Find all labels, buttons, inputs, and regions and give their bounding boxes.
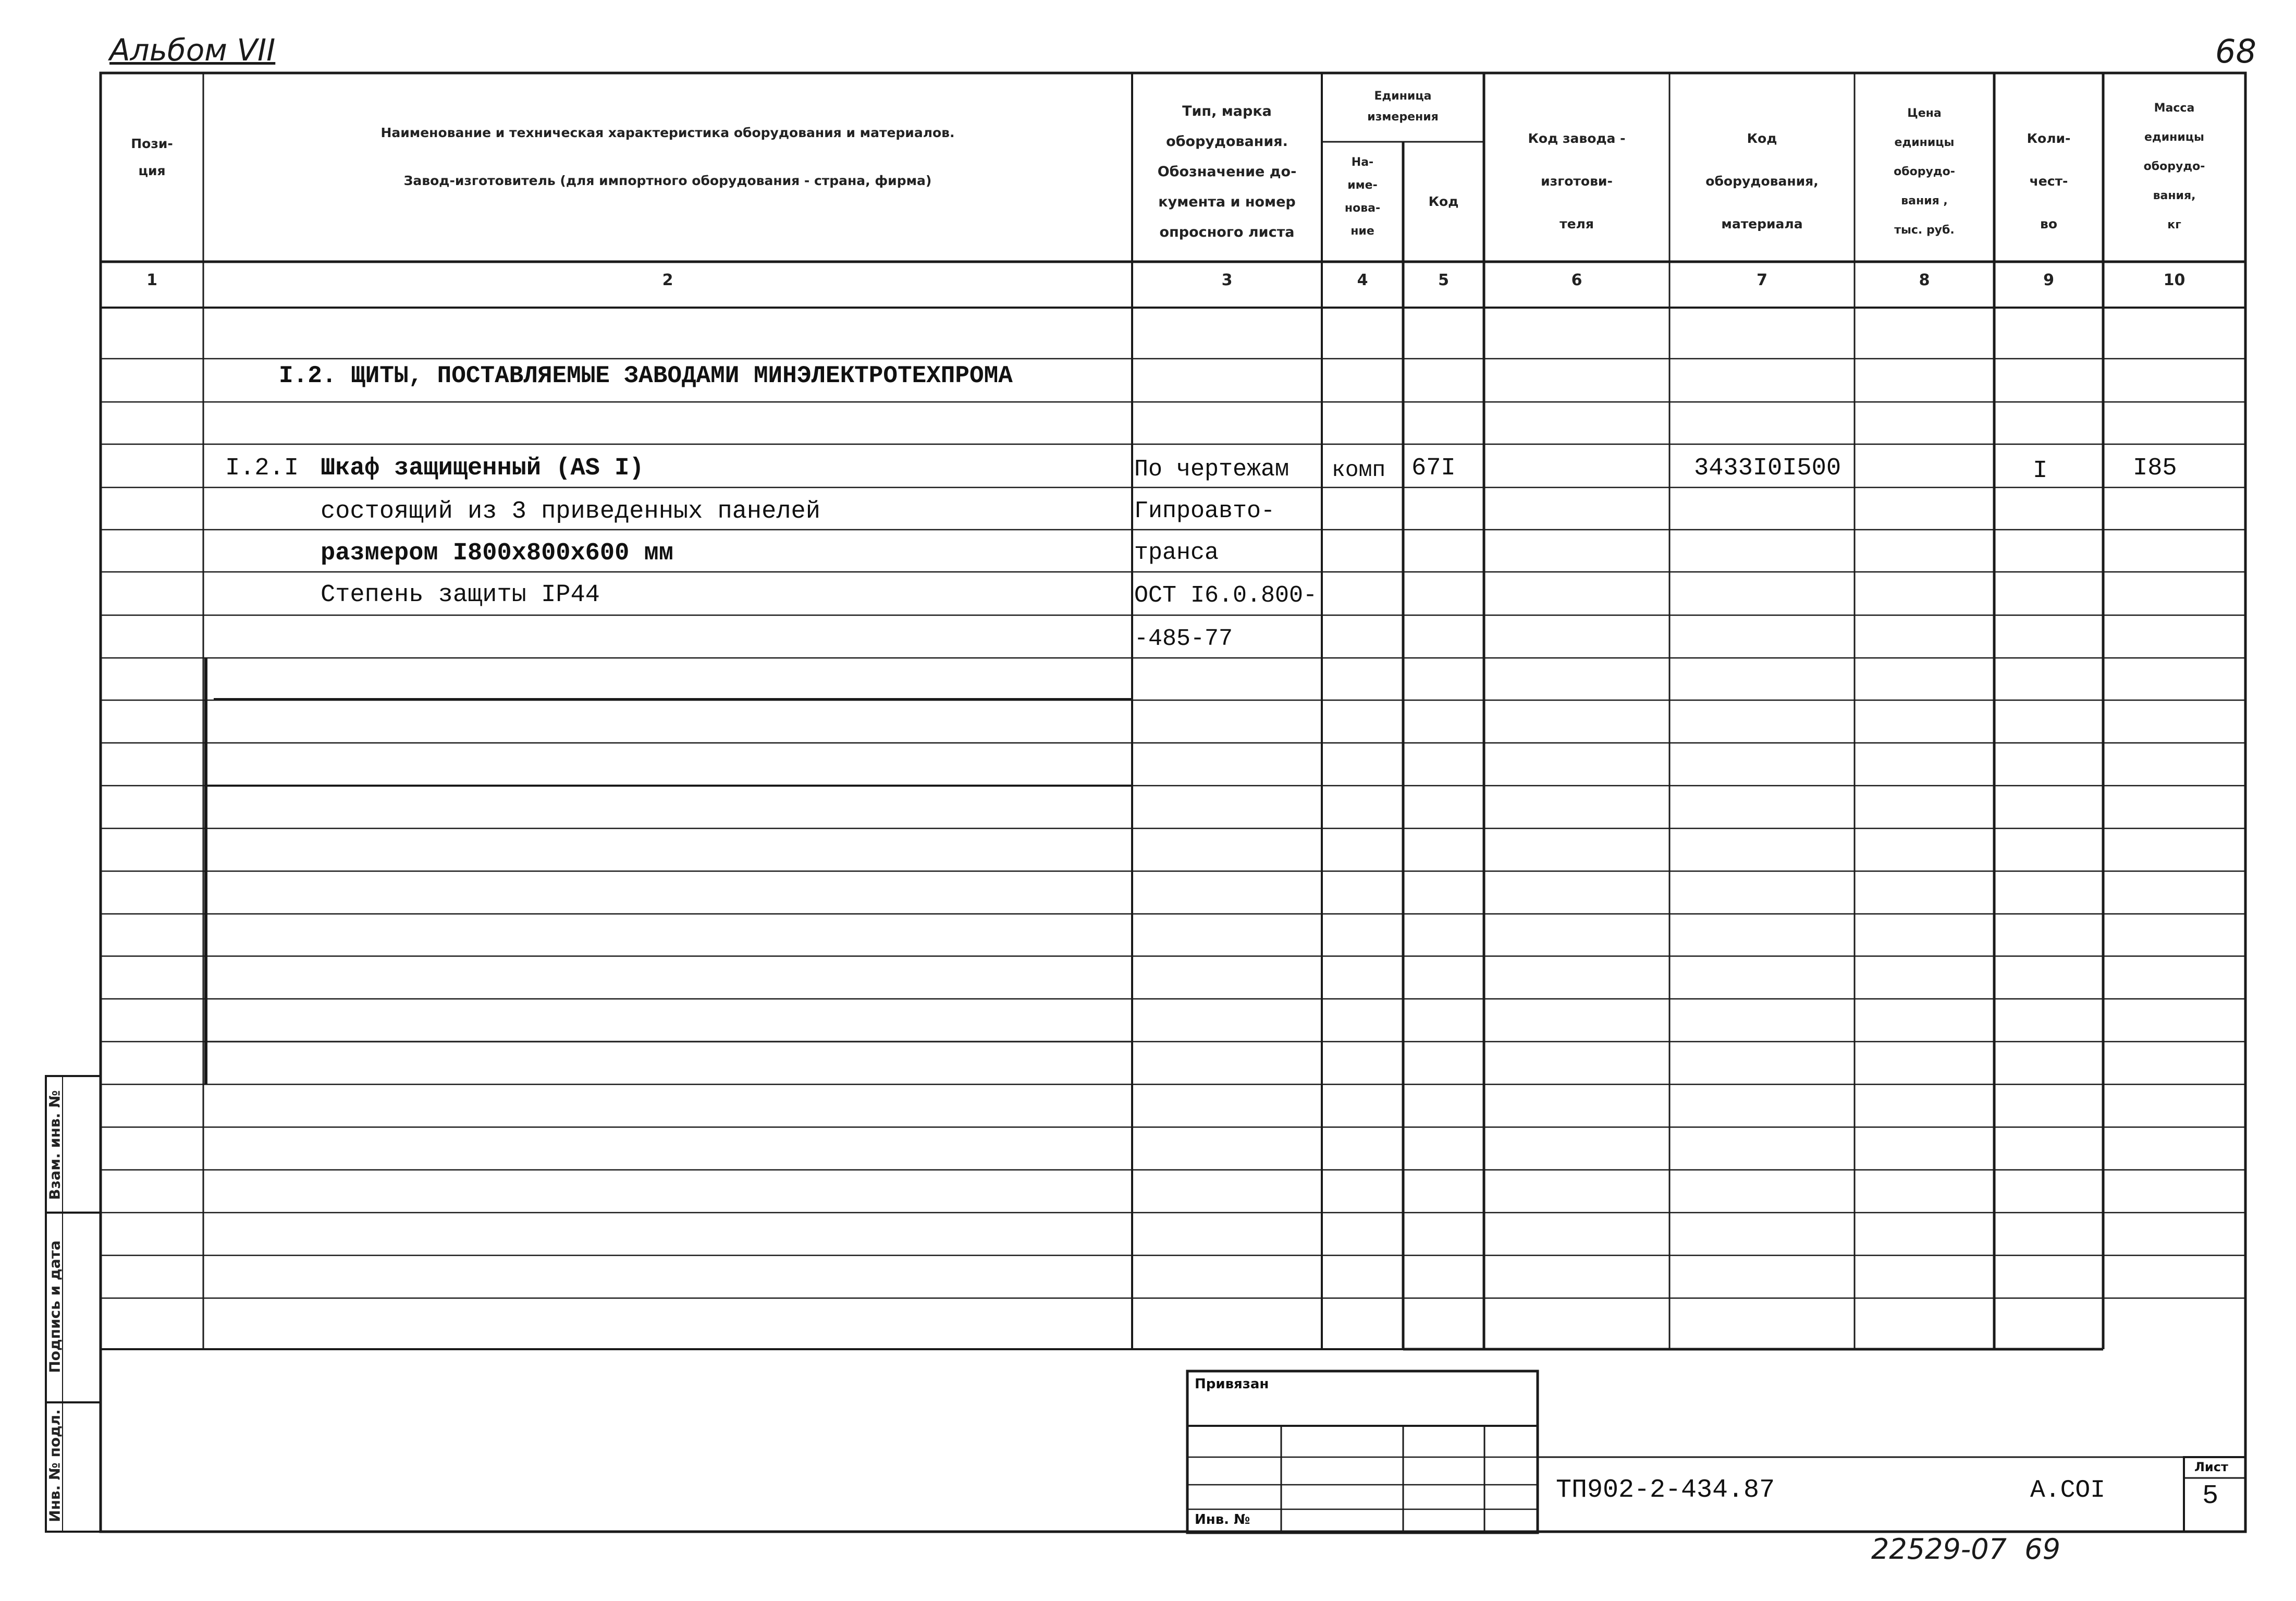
item-unit-name: комп xyxy=(1332,457,1386,483)
col-number-3: 3 xyxy=(1221,271,1233,289)
col-number-7: 7 xyxy=(1757,271,1767,289)
stamp-privyazan: Привязан xyxy=(1195,1376,1269,1392)
col-number-4: 4 xyxy=(1357,271,1368,289)
col-number-8: 8 xyxy=(1919,271,1930,289)
item-type-line-2: Гипроавто- xyxy=(1134,498,1275,524)
stamp-code: А.COI xyxy=(2030,1476,2106,1505)
side-label-podpis: Подпись и дата xyxy=(46,1240,64,1373)
side-label-vzam: Взам. инв. № xyxy=(46,1090,64,1200)
col-number-9: 9 xyxy=(2043,271,2054,289)
stamp-document: ТП902-2-434.87 xyxy=(1556,1475,1775,1505)
item-name-line-2: состоящий из 3 приведенных панелей xyxy=(321,498,820,525)
item-name-line-3: размером I800x800x600 мм xyxy=(321,540,673,567)
side-label-inv-podl: Инв. № подл. xyxy=(46,1409,64,1522)
header-name-line2: Завод-изготовитель (для импортного оборудования - страна, фирма) xyxy=(403,173,932,188)
stamp-sheet-label: Лист xyxy=(2194,1460,2228,1474)
header-quantity: Коли- чест- во xyxy=(2027,131,2071,231)
item-type-line-1: По чертежам xyxy=(1134,456,1290,483)
header-price: Цена единицы оборудо- вания , тыс. руб. xyxy=(1894,107,1955,237)
header-type: Тип, марка оборудования. Обозначение до- кумента и номер опросного листа xyxy=(1157,103,1297,240)
header-name-line1: Наименование и техническая характеристика оборудования и материалов. xyxy=(380,125,955,140)
item-type-line-5: -485-77 xyxy=(1134,626,1233,652)
item-unit-code: 67I xyxy=(1411,455,1456,482)
album-label: Альбом VII xyxy=(109,32,276,68)
header-position: Пози- ция xyxy=(131,136,173,178)
section-title: I.2. ЩИТЫ, ПОСТАВЛЯЕМЫЕ ЗАВОДАМИ МИНЭЛЕКТРОТЕХПРОМА xyxy=(279,362,1013,389)
header-unit-name: На- име- нова- ние xyxy=(1344,156,1381,238)
item-position: I.2.I xyxy=(225,455,299,482)
item-equipment-code: 3433I0I500 xyxy=(1694,455,1841,482)
header-equipment-code: Код оборудования, материала xyxy=(1705,131,1819,231)
stamp-sheet-number: 5 xyxy=(2202,1481,2219,1511)
header-factory-code: Код завода - изготови- теля xyxy=(1528,131,1626,231)
item-quantity: I xyxy=(2033,457,2048,485)
item-name-line-1: Шкаф защищенный (AS I) xyxy=(321,455,644,482)
header-mass: Масса единицы оборудо- вания, кг xyxy=(2143,102,2205,231)
page-number: 68 xyxy=(2215,32,2256,70)
stamp-inv-no: Инв. № xyxy=(1195,1512,1250,1527)
item-mass: I85 xyxy=(2133,455,2177,482)
col-number-2: 2 xyxy=(662,271,673,289)
item-type-line-4: ОСТ I6.0.800- xyxy=(1134,582,1318,609)
col-number-5: 5 xyxy=(1438,271,1449,289)
col-number-10: 10 xyxy=(2163,271,2186,289)
header-unit: Единица измерения xyxy=(1367,90,1439,124)
item-type-line-3: транса xyxy=(1134,540,1219,566)
footer-note: 22529-07 69 xyxy=(1871,1533,2061,1566)
col-number-1: 1 xyxy=(146,271,157,289)
col-number-6: 6 xyxy=(1571,271,1582,289)
header-unit-code: Код xyxy=(1428,194,1459,209)
item-name-line-4: Степень защиты IP44 xyxy=(321,581,600,609)
